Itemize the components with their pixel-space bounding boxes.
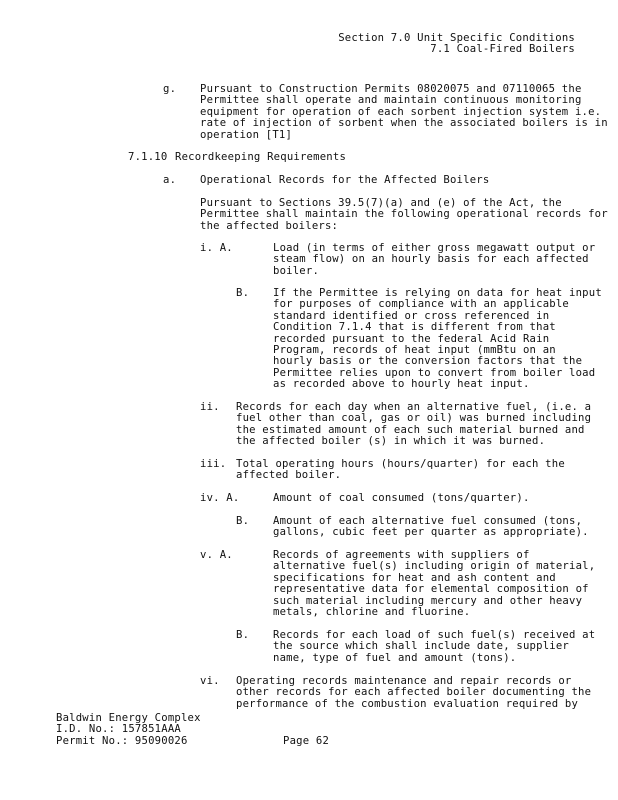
- text-line: Records for each load of such fuel(s) received at: [273, 629, 596, 641]
- item-iv-a-text: [273, 493, 530, 504]
- text-line: name, type of fuel and amount (tons).: [273, 651, 517, 664]
- header-subsection-title: 7.1 Coal-Fired Boilers: [430, 43, 575, 56]
- text-line: such material including mercury and other heavy: [273, 594, 583, 607]
- item-a-label: a.: [163, 174, 177, 186]
- text-line: Records for each day when an alternative fuel, (i.e. a: [236, 401, 592, 413]
- item-g-label: g.: [163, 83, 177, 95]
- page-number: Page 62: [283, 735, 330, 747]
- text-line: other records for each affected boiler documenting the: [236, 686, 592, 699]
- text-line: fuel other than coal, gas or oil) was burned including: [236, 412, 592, 425]
- text-line: Total operating hours (hours/quarter) for each the: [236, 458, 565, 470]
- text-line: the affected boilers:: [200, 219, 339, 232]
- item-iii-label: iii.: [200, 458, 227, 470]
- text-line: hourly basis or the conversion factors that the: [273, 355, 583, 368]
- text-line: Program, records of heat input (mmBtu on an: [273, 344, 556, 357]
- section-number: 7.1.10: [128, 151, 168, 163]
- item-i-b-text: [273, 288, 602, 391]
- item-v-b-text: [273, 630, 595, 664]
- item-v-b-label: B.: [236, 629, 250, 641]
- text-line: Records of agreements with suppliers of: [273, 549, 530, 561]
- text-line: steam flow) on an hourly basis for each affected: [273, 253, 589, 266]
- text-line: boiler.: [273, 264, 320, 277]
- text-line: representative data for elemental composition of: [273, 583, 589, 596]
- item-iv-a-label: iv. A.: [200, 492, 240, 504]
- page-header: [338, 33, 575, 56]
- item-iii-text: [236, 459, 565, 482]
- text-line: for purposes of compliance with an applicable: [273, 298, 570, 311]
- item-vi-label: vi.: [200, 675, 220, 687]
- text-line: Amount of coal consumed (tons/quarter).: [273, 492, 530, 504]
- footer-facility: Baldwin Energy Complex: [56, 712, 201, 724]
- item-v-a-label: v. A.: [200, 549, 233, 561]
- text-line: Amount of each alternative fuel consumed (tons,: [273, 515, 583, 527]
- text-line: the estimated amount of each such material burned and: [236, 423, 585, 436]
- item-vi-text: [236, 676, 591, 710]
- header-section-title: Section 7.0 Unit Specific Conditions: [338, 32, 575, 44]
- footer-id-number: I.D. No.: 157851AAA: [56, 723, 181, 736]
- item-a-intro: [200, 198, 608, 232]
- text-line: performance of the combustion evaluation required by: [236, 697, 579, 710]
- text-line: alternative fuel(s) including origin of material,: [273, 560, 596, 573]
- item-i-b-label: B.: [236, 287, 250, 299]
- text-line: affected boiler.: [236, 469, 342, 482]
- item-i-a-label: i. A.: [200, 242, 233, 254]
- text-line: gallons, cubic feet per quarter as appropriate).: [273, 526, 589, 539]
- item-i-a-text: [273, 243, 595, 277]
- text-line: metals, chlorine and fluorine.: [273, 606, 471, 619]
- item-g-text: [200, 84, 608, 141]
- text-line: Permittee shall maintain the following operational records for: [200, 208, 608, 221]
- text-line: the affected boiler (s) in which it was burned.: [236, 435, 546, 448]
- text-line: as recorded above to hourly heat input.: [273, 378, 530, 391]
- text-line: equipment for operation of each sorbent injection system i.e.: [200, 105, 602, 118]
- text-line: If the Permittee is relying on data for heat input: [273, 287, 602, 299]
- text-line: operation [T1]: [200, 128, 293, 141]
- text-line: Permittee shall operate and maintain continuous monitoring: [200, 94, 582, 107]
- text-line: Permittee relies upon to convert from boiler load: [273, 366, 596, 379]
- text-line: Pursuant to Sections 39.5(7)(a) and (e) of the Act, the: [200, 197, 562, 209]
- text-line: specifications for heat and ash content and: [273, 571, 556, 584]
- page-footer: [56, 713, 201, 747]
- item-iv-b-label: B.: [236, 515, 250, 527]
- text-line: recorded pursuant to the federal Acid Rain: [273, 332, 550, 345]
- item-iv-b-text: [273, 516, 589, 539]
- text-line: Operating records maintenance and repair records or: [236, 675, 572, 687]
- footer-permit-number: Permit No.: 95090026: [56, 734, 188, 747]
- item-ii-label: ii.: [200, 401, 220, 413]
- text-line: Load (in terms of either gross megawatt output or: [273, 242, 596, 254]
- text-line: the source which shall include date, supplier: [273, 640, 570, 653]
- section-heading-title: Recordkeeping Requirements: [175, 151, 347, 163]
- text-line: standard identified or cross referenced in: [273, 309, 550, 322]
- text-line: Pursuant to Construction Permits 08020075 and 07110065 the: [200, 83, 582, 95]
- item-a-title: Operational Records for the Affected Boilers: [200, 174, 490, 186]
- item-v-a-text: [273, 550, 595, 618]
- text-line: rate of injection of sorbent when the associated boilers is in: [200, 117, 608, 130]
- text-line: Condition 7.1.4 that is different from that: [273, 321, 556, 334]
- item-ii-text: [236, 402, 591, 448]
